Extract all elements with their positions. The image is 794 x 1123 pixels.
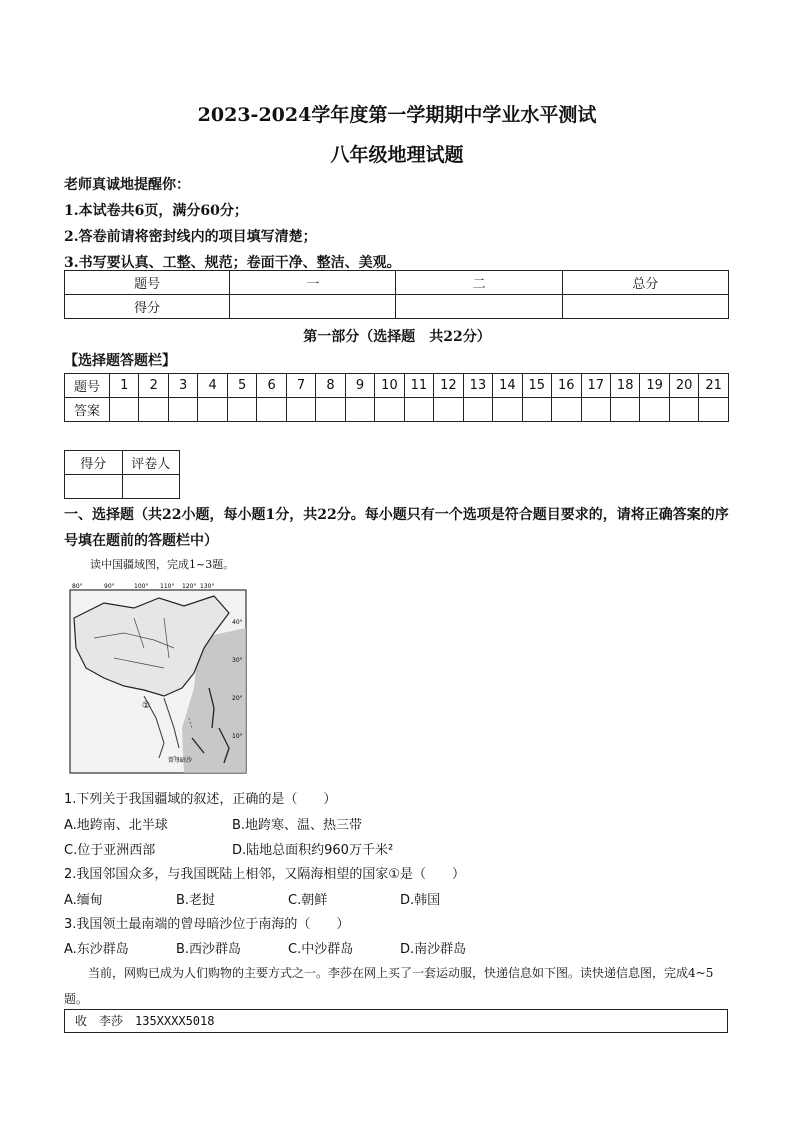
answer-number-cell: 8	[316, 374, 345, 398]
q1-option-d[interactable]: D.陆地总面积约960万千米²	[232, 843, 394, 858]
answer-input-cell[interactable]	[434, 398, 463, 422]
q3-option-b[interactable]: B.西沙群岛	[176, 942, 242, 957]
answer-number-cell: 12	[434, 374, 463, 398]
score-row-label: 得分	[65, 295, 230, 319]
answer-number-cell: 4	[198, 374, 227, 398]
answer-input-cell[interactable]	[699, 398, 729, 422]
q3-option-d[interactable]: D.南沙群岛	[400, 942, 467, 957]
map-lon-label: 100°	[134, 583, 149, 590]
q3-option-c[interactable]: C.中沙群岛	[288, 942, 354, 957]
answer-row-label: 题号	[65, 374, 110, 398]
answer-number-cell: 20	[669, 374, 698, 398]
express-info-box	[64, 1009, 728, 1033]
answer-number-cell: 2	[139, 374, 168, 398]
answer-input-cell[interactable]	[552, 398, 581, 422]
map-lon-label: 90°	[104, 583, 115, 590]
answer-input-cell[interactable]	[110, 398, 139, 422]
notice-item: 3.书写要认真、工整、规范；卷面干净、整洁、美观。	[64, 255, 401, 271]
map-lon-label: 120°	[182, 583, 197, 590]
answer-input-cell[interactable]	[257, 398, 286, 422]
answer-number-cell: 21	[699, 374, 729, 398]
answer-input-cell[interactable]	[669, 398, 698, 422]
answer-input-cell[interactable]	[522, 398, 551, 422]
answer-input-cell[interactable]	[168, 398, 197, 422]
grader-table	[64, 450, 180, 499]
notice-heading: 老师真诚地提醒你：	[64, 177, 190, 193]
q3-option-a[interactable]: A.东沙群岛	[64, 942, 129, 957]
q1-option-c[interactable]: C.位于亚洲西部	[64, 843, 156, 858]
score-header-cell: 一	[230, 271, 396, 295]
map-island-label: 曾母暗沙	[168, 757, 193, 764]
answer-input-cell[interactable]	[316, 398, 345, 422]
notice-item: 2.答卷前请将密封线内的项目填写清楚；	[64, 229, 317, 245]
answer-number-cell: 18	[610, 374, 639, 398]
express-recipient: 收 李莎 135XXXX5018	[75, 1014, 215, 1028]
answer-input-cell[interactable]	[640, 398, 669, 422]
map-lat-label: 10°	[232, 733, 243, 740]
answer-number-cell: 17	[581, 374, 610, 398]
score-header-cell: 总分	[562, 271, 728, 295]
map-place-label: ①	[142, 701, 151, 711]
answer-number-cell: 3	[168, 374, 197, 398]
grader-name-cell[interactable]	[122, 475, 180, 499]
grader-score-label: 得分	[65, 451, 123, 475]
score-header-cell: 二	[396, 271, 562, 295]
score-cell[interactable]	[396, 295, 562, 319]
q2-option-a[interactable]: A.缅甸	[64, 893, 103, 908]
answer-number-cell: 16	[552, 374, 581, 398]
score-cell[interactable]	[562, 295, 728, 319]
exam-subtitle: 八年级地理试题	[330, 144, 464, 166]
answer-number-cell: 19	[640, 374, 669, 398]
answer-input-cell[interactable]	[404, 398, 433, 422]
score-header-cell: 题号	[65, 271, 230, 295]
answer-input-cell[interactable]	[581, 398, 610, 422]
answer-number-cell: 7	[286, 374, 315, 398]
china-territory-map	[64, 578, 254, 778]
map-lat-label: 40°	[232, 619, 243, 626]
map-lat-label: 30°	[232, 657, 243, 664]
map-lon-label: 80°	[72, 583, 83, 590]
answer-number-cell: 14	[493, 374, 522, 398]
answer-input-cell[interactable]	[610, 398, 639, 422]
answer-number-cell: 13	[463, 374, 492, 398]
notice-item: 1.本试卷共6页，满分60分；	[64, 203, 248, 219]
answer-row-label: 答案	[65, 398, 110, 422]
answer-input-cell[interactable]	[375, 398, 404, 422]
map-lon-label: 110°	[160, 583, 175, 590]
q2-option-b[interactable]: B.老挝	[176, 893, 216, 908]
answer-input-cell[interactable]	[227, 398, 256, 422]
section1-heading: 一、选择题（共22小题，每小题1分，共22分。每小题只有一个选项是符合题目要求的，请将正确答案的序号填在题前的答题栏中）	[64, 507, 729, 549]
exam-title: 2023-2024学年度第一学期期中学业水平测试	[197, 104, 597, 126]
answer-number-cell: 15	[522, 374, 551, 398]
answer-input-cell[interactable]	[286, 398, 315, 422]
map-lon-label: 130°	[200, 583, 215, 590]
answer-input-cell[interactable]	[493, 398, 522, 422]
q2-option-d[interactable]: D.韩国	[400, 893, 441, 908]
answer-number-cell: 10	[375, 374, 404, 398]
answer-table	[64, 373, 729, 422]
passage-text: 当前，网购已成为人们购物的主要方式之一。李莎在网上买了一套运动服，快递信息如下图。读快递信息图，完成4~5题。	[64, 966, 714, 1006]
answer-number-cell: 6	[257, 374, 286, 398]
section1-intro: 读中国疆域图，完成1~3题。	[90, 558, 235, 571]
q2-option-c[interactable]: C.朝鲜	[288, 893, 328, 908]
map-lat-label: 20°	[232, 695, 243, 702]
grader-name-label: 评卷人	[122, 451, 180, 475]
answer-input-cell[interactable]	[463, 398, 492, 422]
question-2-stem: 2.我国邻国众多，与我国既陆上相邻，又隔海相望的国家①是（ ）	[64, 867, 466, 882]
question-1-stem: 1.下列关于我国疆域的叙述，正确的是（ ）	[64, 792, 337, 807]
q1-option-b[interactable]: B.地跨寒、温、热三带	[232, 818, 363, 833]
score-table	[64, 270, 729, 319]
answer-number-cell: 1	[110, 374, 139, 398]
answer-number-cell: 11	[404, 374, 433, 398]
answer-input-cell[interactable]	[139, 398, 168, 422]
answer-number-cell: 9	[345, 374, 374, 398]
answer-input-cell[interactable]	[198, 398, 227, 422]
question-3-stem: 3.我国领土最南端的曾母暗沙位于南海的（ ）	[64, 917, 350, 932]
grader-score-cell[interactable]	[65, 475, 123, 499]
answer-number-cell: 5	[227, 374, 256, 398]
notice-block	[64, 172, 401, 276]
answer-bar-title: 【选择题答题栏】	[64, 353, 176, 369]
score-cell[interactable]	[230, 295, 396, 319]
part1-title: 第一部分（选择题 共22分）	[303, 329, 491, 345]
q1-option-a[interactable]: A.地跨南、北半球	[64, 818, 168, 833]
answer-input-cell[interactable]	[345, 398, 374, 422]
